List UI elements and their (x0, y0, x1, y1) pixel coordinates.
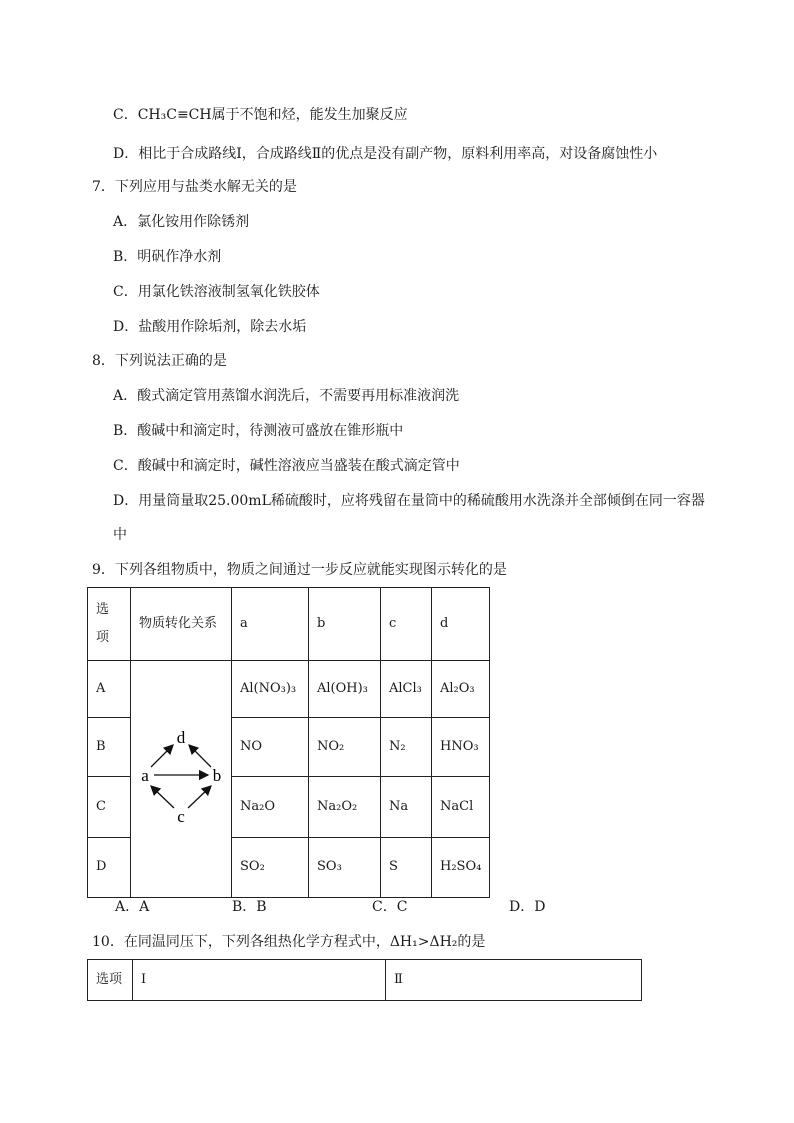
q8-option-a: A．酸式滴定管用蒸馏水润洗后，不需要再用标准液润洗 (113, 388, 460, 404)
q8-option-d-continued: 中 (113, 527, 127, 543)
q9-header-option-line2: 项 (96, 630, 110, 645)
q10-header-option: 选项 (88, 960, 133, 1001)
q9-cell-c: N₂ (381, 717, 432, 776)
q9-conversion-diagram (131, 661, 232, 898)
q7-stem: 7．下列应用与盐类水解无关的是 (92, 179, 297, 195)
q9-header-d: d (432, 588, 490, 661)
q7-option-c: C．用氯化铁溶液制氢氧化铁胶体 (113, 284, 320, 300)
q10-header-col1: Ⅰ (133, 960, 386, 1001)
q9-header-c: c (381, 588, 432, 661)
q8-option-d: D．用量筒量取25.00mL稀硫酸时，应将残留在量筒中的稀硫酸用水洗涤并全部倾倒在同一容器 (113, 493, 705, 509)
q9-cell-b: Al(OH)₃ (309, 661, 381, 718)
q7-option-a: A．氯化铵用作除锈剂 (113, 214, 250, 230)
q9-cell-a: SO₂ (232, 837, 309, 897)
q9-row-label: B (88, 717, 131, 776)
q9-answer-d: D．D (509, 899, 546, 915)
q9-row-label: C (88, 776, 131, 837)
q9-header-option-line1: 选 (96, 602, 110, 617)
q9-cell-a: Al(NO₃)₃ (232, 661, 309, 718)
diagram-label-d: d (176, 728, 186, 747)
q9-header-b: b (309, 588, 381, 661)
q9-cell-b: SO₃ (309, 837, 381, 897)
arrow-c-to-a (151, 786, 174, 808)
q8-option-c: C．酸碱中和滴定时，碱性溶液应当盛装在酸式滴定管中 (113, 458, 460, 474)
q10-stem: 10．在同温同压下，下列各组热化学方程式中，ΔH₁>ΔH₂的是 (92, 934, 486, 950)
diagram-label-c: c (177, 807, 185, 826)
diagram-label-a: a (141, 766, 149, 785)
q8-stem: 8．下列说法正确的是 (92, 353, 227, 369)
q9-cell-d: Al₂O₃ (432, 661, 490, 718)
q9-header-relation: 物质转化关系 (131, 588, 232, 661)
conversion-diagram-svg (131, 661, 231, 891)
q9-answer-b: B．B (232, 899, 267, 915)
table-row (88, 661, 490, 718)
q9-cell-d: NaCl (432, 776, 490, 837)
q9-cell-d: H₂SO₄ (432, 837, 490, 897)
q9-answer-c: C．C (372, 899, 408, 915)
arrow-a-to-d (151, 745, 173, 767)
q6-option-c: C．CH₃C≡CH属于不饱和烃，能发生加聚反应 (113, 107, 408, 123)
q10-header-col2: Ⅱ (386, 960, 642, 1001)
q9-row-label: A (88, 661, 131, 718)
q9-cell-a: Na₂O (232, 776, 309, 837)
q9-stem: 9．下列各组物质中，物质之间通过一步反应就能实现图示转化的是 (92, 562, 507, 578)
q9-cell-a: NO (232, 717, 309, 776)
q7-option-d: D．盐酸用作除垢剂，除去水垢 (113, 319, 307, 335)
q9-answer-a: A．A (115, 899, 150, 915)
q7-option-b: B．明矾作净水剂 (113, 249, 222, 265)
q8-option-b: B．酸碱中和滴定时，待测液可盛放在锥形瓶中 (113, 423, 404, 439)
q9-cell-c: Na (381, 776, 432, 837)
q9-row-label: D (88, 837, 131, 897)
q9-cell-d: HNO₃ (432, 717, 490, 776)
arrow-c-to-b (188, 786, 211, 808)
q9-cell-c: AlCl₃ (381, 661, 432, 718)
q6-option-d: D．相比于合成路线Ⅰ，合成路线Ⅱ的优点是没有副产物，原料利用率高，对设备腐蚀性小 (113, 146, 658, 162)
arrow-b-to-d (189, 745, 211, 767)
q9-cell-b: NO₂ (309, 717, 381, 776)
q9-cell-c: S (381, 837, 432, 897)
diagram-label-b: b (212, 766, 222, 785)
q9-table (87, 587, 490, 898)
q9-header-a: a (232, 588, 309, 661)
q9-cell-b: Na₂O₂ (309, 776, 381, 837)
q9-header-option (88, 588, 131, 661)
q10-table (87, 959, 642, 1001)
